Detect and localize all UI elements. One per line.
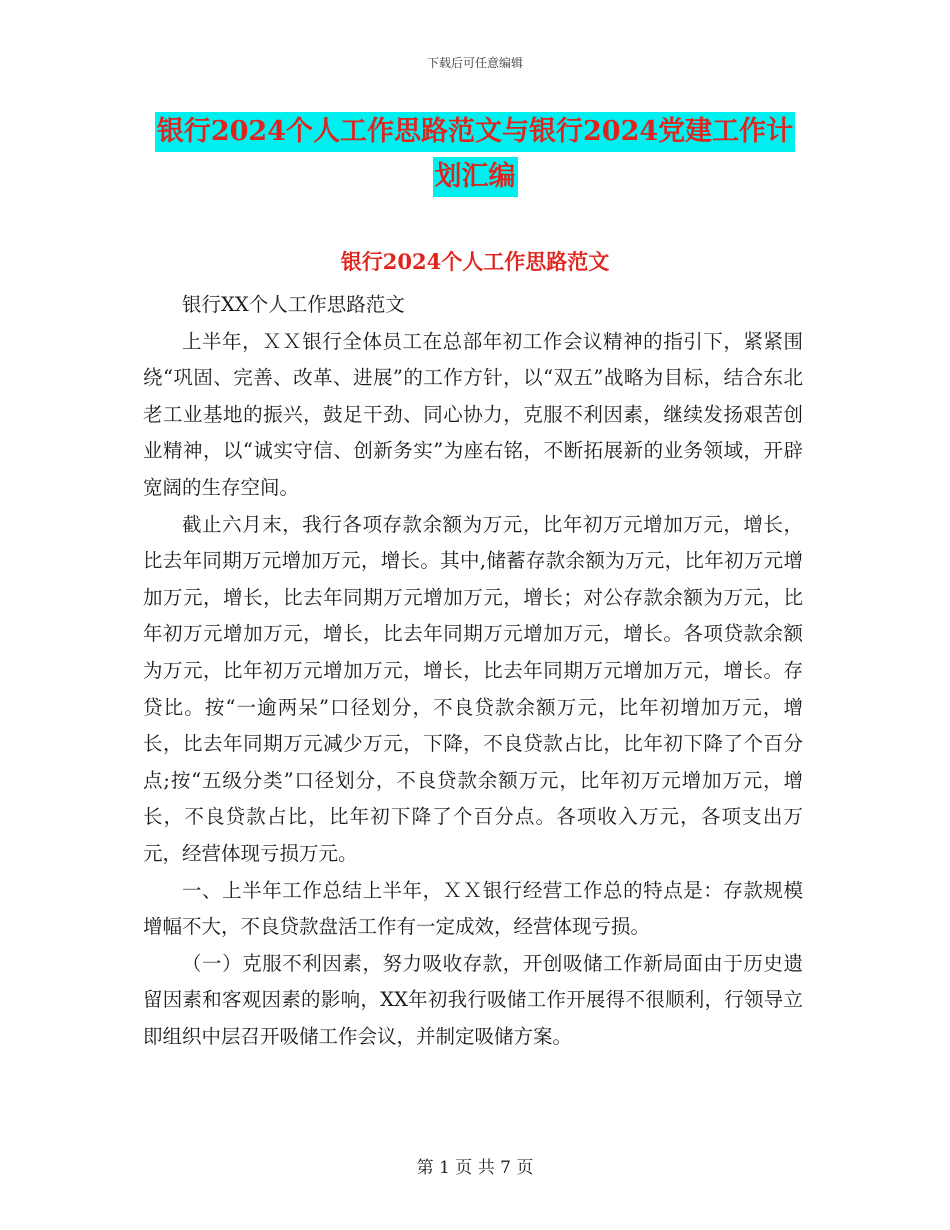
document-body [143,287,803,1055]
paragraph: 上半年，ＸＸ银行全体员工在总部年初工作会议精神的指引下，紧紧围绕“巩固、完善、改革、进展”的工作方针，以“双五”战略为目标，结合东北老工业基地的振兴，鼓足干劲、同心协力，克服不利因素，继续发扬艰苦创业精神，以“诚实守信、创新务实”为座右铭，不断拓展新的业务领域，开辟宽阔的生存空间。 [143,329,803,499]
paragraph: 截止六月末，我行各项存款余额为万元，比年初万元增加万元，增长，比去年同期万元增加万元，增长。其中,储蓄存款余额为万元，比年初万元增加万元，增长，比去年同期万元增加万元，增长；对公存款余额为万元，比年初万元增加万元，增长，比去年同期万元增加万元，增长。各项贷款余额为万元，比年初万元增加万元，增长，比去年同期万元增加万元，增长。存贷比。按“一逾两呆”口径划分，不良贷款余额万元，比年初增加万元，增长，比去年同期万元减少万元，下降，不良贷款占比，比年初下降了个百分点;按“五级分类”口径划分，不良贷款余额万元，比年初万元增加万元，增长，不良贷款占比，比年初下降了个百分点。各项收入万元，各项支出万元，经营体现亏损万元。 [143,512,803,865]
paragraph: 一、上半年工作总结上半年，ＸＸ银行经营工作总的特点是：存款规模增幅不大，不良贷款盘活工作有一定成效，经营体现亏损。 [143,878,803,939]
paragraph: （一）克服不利因素，努力吸收存款，开创吸储工作新局面由于历史遗留因素和客观因素的影响，XX年初我行吸储工作开展得不很顺利，行领导立即组织中层召开吸储工作会议，并制定吸储方案。 [143,951,803,1048]
paragraph: 银行XX个人工作思路范文 [182,293,405,316]
page-header-note: 下载后可任意编辑 [426,56,523,70]
document-title [145,112,805,197]
title-line-1: 银行2024个人工作思路范文与银行2024党建工作计 [155,112,795,152]
section-title: 银行2024个人工作思路范文 [340,249,610,274]
page-number-footer: 第 1 页 共 7 页 [416,1158,534,1178]
title-line-2: 划汇编 [433,157,518,197]
